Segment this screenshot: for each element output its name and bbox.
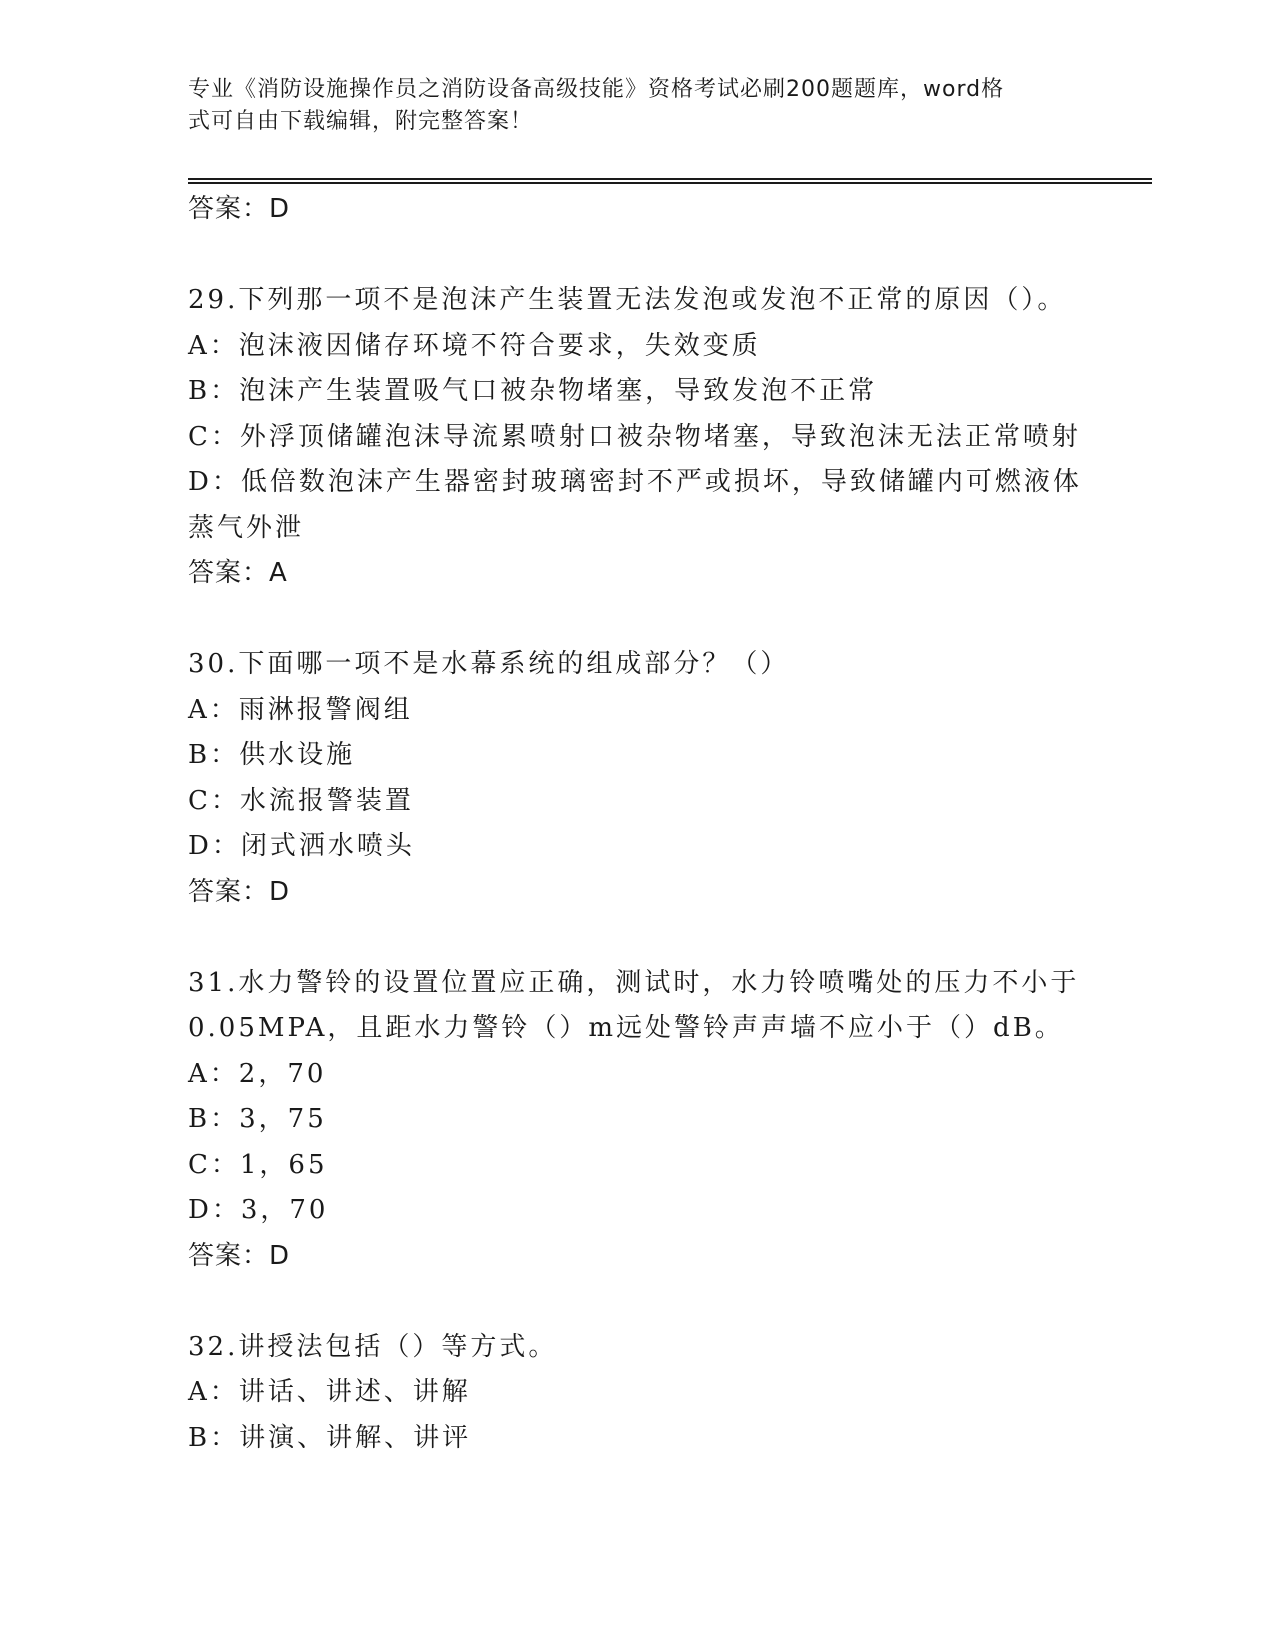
question-list — [188, 187, 1088, 1461]
option-a: A：2，70 — [188, 1058, 327, 1089]
question-text: 32.讲授法包括（）等方式。 — [188, 1331, 558, 1362]
option-b: B：供水设施 — [188, 740, 356, 770]
question-text-continued: 0.05MPA，且距水力警铃（）m远处警铃声声墙不应小于（）dB。 — [188, 1013, 1064, 1043]
answer-line: 答案：D — [188, 1240, 291, 1271]
option-d: D：低倍数泡沫产生器密封玻璃密封不严或损坏，导致储罐内可燃液体 — [188, 467, 1082, 497]
question-text: 29.下列那一项不是泡沫产生装置无法发泡或发泡不正常的原因（）。 — [188, 285, 1067, 315]
option-a: A：讲话、讲述、讲解 — [188, 1377, 471, 1407]
spacer — [188, 915, 1088, 961]
question-block — [188, 961, 1088, 1280]
header-divider — [188, 178, 1152, 184]
option-d: D：3，70 — [188, 1195, 329, 1225]
option-a: A：雨淋报警阀组 — [188, 694, 413, 725]
question-text: 30.下面哪一项不是水幕系统的组成部分？（） — [188, 649, 790, 679]
question-block — [188, 278, 1088, 597]
option-b: B：泡沫产生装置吸气口被杂物堵塞，导致发泡不正常 — [188, 376, 878, 406]
option-c: C：外浮顶储罐泡沫导流累喷射口被杂物堵塞，导致泡沫无法正常喷射 — [188, 421, 1081, 452]
answer-line: 答案：A — [188, 558, 288, 588]
header-line-1: 专业《消防设施操作员之消防设备高级技能》资格考试必刷200题题库，word格 — [188, 77, 1005, 102]
spacer — [188, 597, 1088, 643]
question-text: 31.水力警铃的设置位置应正确，测试时，水力铃喷嘴处的压力不小于 — [188, 967, 1080, 998]
answer-line: 答案：D — [188, 194, 291, 224]
question-block — [188, 642, 1088, 915]
option-c: C：1，65 — [188, 1149, 328, 1180]
option-b: B：讲演、讲解、讲评 — [188, 1422, 472, 1453]
header-line-2: 式可自由下载编辑，附完整答案！ — [188, 109, 534, 134]
option-c: C：水流报警装置 — [188, 785, 414, 816]
spacer — [188, 1279, 1088, 1325]
spacer — [188, 233, 1088, 279]
option-d-continued: 蒸气外泄 — [188, 512, 305, 543]
option-a: A：泡沫液因储存环境不符合要求，失效变质 — [188, 330, 761, 361]
answer-line: 答案：D — [188, 876, 291, 907]
question-block — [188, 1325, 1088, 1462]
document-header — [188, 74, 1068, 138]
option-d: D：闭式洒水喷头 — [188, 831, 415, 861]
option-b: B：3，75 — [188, 1104, 327, 1134]
